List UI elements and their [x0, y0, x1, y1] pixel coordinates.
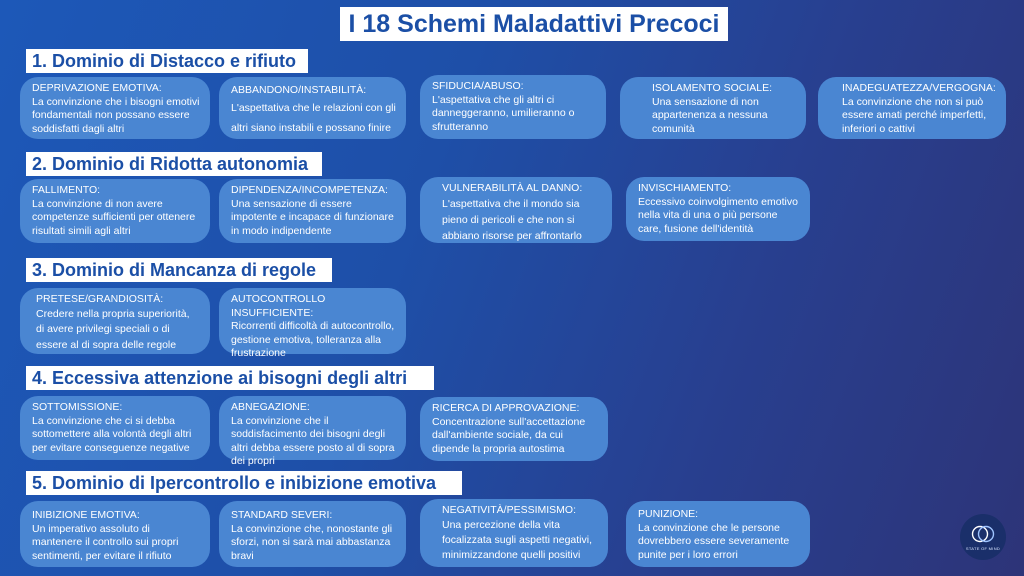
schema-card-isolamento-sociale	[620, 77, 806, 139]
schema-description: Una sensazione di non appartenenza a nessuna comunità	[652, 95, 768, 135]
schema-name: VULNERABILITÀ AL DANNO:	[442, 182, 583, 194]
schema-card-autocontrollo-insufficiente	[219, 288, 406, 359]
schema-card-sottomissione	[20, 396, 210, 460]
schema-card-abbandono-instabilita	[219, 77, 406, 139]
schema-card-pretese-grandiosita	[20, 288, 210, 354]
schema-card-inibizione-emotiva	[20, 501, 210, 567]
schema-card-punizione	[626, 501, 810, 567]
domain-heading-distacco-rifiuto: 1. Dominio di Distacco e rifiuto	[26, 49, 308, 73]
domain-heading-attenzione-bisogni-altri: 4. Eccessiva attenzione ai bisogni degli altri	[26, 366, 434, 390]
schema-name: SOTTOMISSIONE:	[32, 401, 123, 413]
schema-name: ISOLAMENTO SOCIALE:	[652, 82, 773, 94]
logo-text: STATE OF MIND	[965, 546, 1001, 551]
schema-name: ABBANDONO/INSTABILITÀ:	[231, 84, 367, 96]
schema-card-inadeguatezza-vergogna	[818, 77, 1006, 139]
schema-card-vulnerabilita-al-danno	[420, 177, 612, 243]
schema-card-dipendenza-incompetenza	[219, 179, 406, 243]
schema-description: Un imperativo assoluto di mantenere il controllo sui propri sentimenti, per evitare il rifiuto	[32, 522, 179, 562]
schema-description: La convinzione che i bisogni emotivi fondamentali non possano essere soddisfatti dagli altri	[32, 95, 200, 135]
schema-name: INADEGUATEZZA/VERGOGNA:	[842, 82, 996, 94]
schema-description: La convinzione che il soddisfacimento dei bisogni degli altri debba essere posto al di sopra dei propri	[231, 414, 395, 467]
schema-card-abnegazione	[219, 396, 406, 467]
state-of-mind-logo	[960, 514, 1006, 560]
domain-heading-ipercontrollo-inibizione: 5. Dominio di Ipercontrollo e inibizione emotiva	[26, 471, 462, 495]
schema-name: INVISCHIAMENTO:	[638, 182, 732, 194]
schema-description: Una percezione della vita focalizzata sugli aspetti negativi, minimizzandone quelli positivi	[442, 518, 592, 561]
schema-name: DIPENDENZA/INCOMPETENZA:	[231, 184, 388, 196]
schema-description: L'aspettativa che gli altri ci danneggeranno, umilieranno o sfrutteranno	[432, 93, 575, 133]
schema-name: PRETESE/GRANDIOSITÀ:	[36, 293, 164, 305]
schema-card-standard-severi	[219, 501, 406, 567]
schema-description: Eccessivo coinvolgimento emotivo nella vita di una o più persone care, fusione dell'identità	[638, 195, 798, 235]
page-title: I 18 Schemi Maladattivi Precoci	[340, 7, 728, 41]
schema-description: Credere nella propria superiorità, di avere privilegi speciali o di essere al di sopra delle regole	[36, 307, 190, 351]
schema-description: La convinzione che ci si debba sottomettere alla volontà degli altri per evitare conseguenze negative	[32, 414, 192, 454]
schema-description: La convinzione che le persone dovrebbero essere severamente punite per i loro errori	[638, 521, 790, 561]
schema-description: La convinzione che, nonostante gli sforzi, non si sarà mai abbastanza bravi	[231, 522, 393, 562]
schema-card-deprivazione-emotiva	[20, 77, 210, 139]
schema-name: PUNIZIONE:	[638, 508, 699, 520]
schema-description: La convinzione che non si può essere amati perché imperfetti, inferiori o cattivi	[842, 95, 987, 135]
schema-name: AUTOCONTROLLO INSUFFICIENTE:	[231, 293, 326, 319]
schema-card-sfiducia-abuso	[420, 75, 606, 139]
schema-description: La convinzione di non avere competenze sufficienti per ottenere risultati simili agli altri	[32, 197, 196, 237]
schema-name: STANDARD SEVERI:	[231, 509, 333, 521]
schema-name: INIBIZIONE EMOTIVA:	[32, 509, 140, 521]
schema-description: Concentrazione sull'accettazione dall'ambiente sociale, da cui dipende la propria autostima	[432, 415, 586, 455]
schema-description: Una sensazione di essere impotente e incapace di funzionare in modo indipendente	[231, 197, 394, 237]
schema-description: Ricorrenti difficoltà di autocontrollo, gestione emotiva, tolleranza alla frustrazione	[231, 320, 395, 359]
schema-description: L'aspettativa che il mondo sia pieno di pericoli e che non si abbiano risorse per affrontarlo	[442, 197, 582, 242]
overlapping-circles-logo-icon	[971, 523, 995, 545]
schema-name: ABNEGAZIONE:	[231, 401, 310, 413]
schema-name: RICERCA DI APPROVAZIONE:	[432, 402, 580, 414]
schema-card-negativita-pessimismo	[420, 499, 608, 567]
schema-card-ricerca-approvazione	[420, 397, 608, 461]
schema-card-invischiamento	[626, 177, 810, 241]
schema-card-fallimento	[20, 179, 210, 243]
schema-description: L'aspettativa che le relazioni con gli altri siano instabili e possano finire	[231, 101, 396, 134]
schema-name: FALLIMENTO:	[32, 184, 101, 196]
domain-heading-mancanza-regole: 3. Dominio di Mancanza di regole	[26, 258, 332, 282]
schema-name: DEPRIVAZIONE EMOTIVA:	[32, 82, 162, 94]
schema-name: NEGATIVITÀ/PESSIMISMO:	[442, 504, 576, 516]
schema-name: SFIDUCIA/ABUSO:	[432, 80, 524, 92]
domain-heading-ridotta-autonomia: 2. Dominio di Ridotta autonomia	[26, 152, 322, 176]
